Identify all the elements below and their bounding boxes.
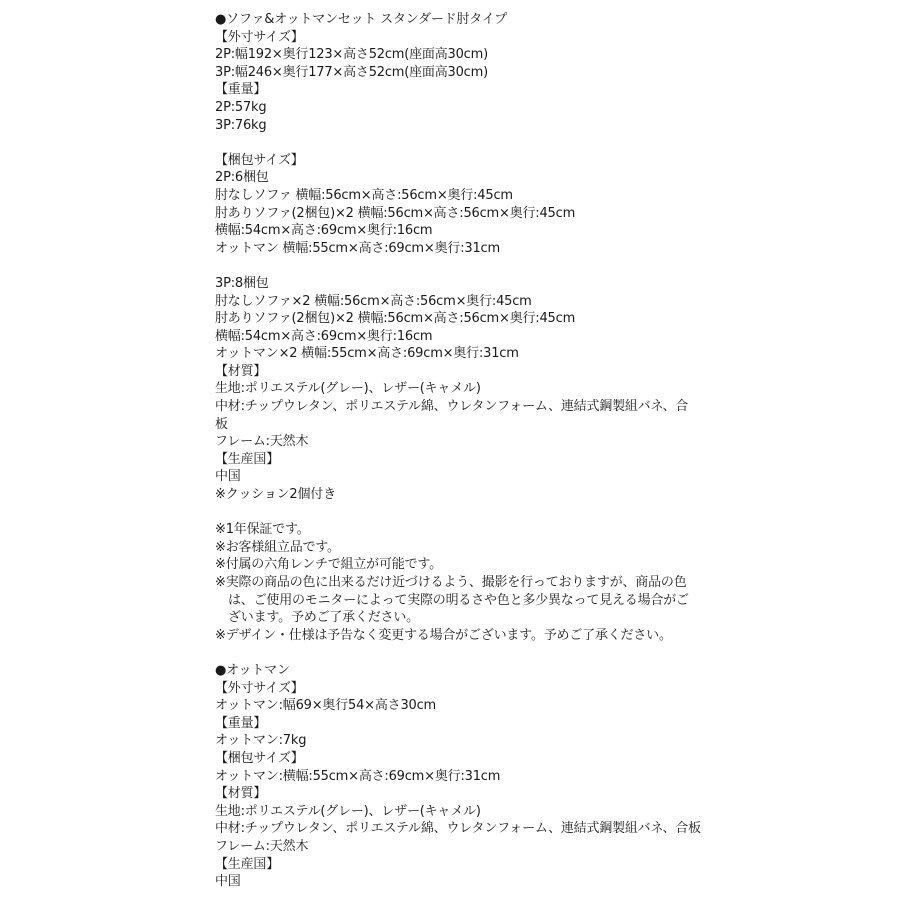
set-package-3p-count: 3P:8梱包 bbox=[215, 275, 269, 291]
note-warranty: ※1年保証です。 bbox=[215, 522, 310, 538]
set-package-2p-armed-2: 横幅:54cm×高さ:69cm×奥行:16cm bbox=[215, 223, 433, 239]
set-outer-size-2p: 2P:幅192×奥行123×高さ52cm(座面高30cm) bbox=[215, 47, 488, 63]
ottoman-origin-value: 中国 bbox=[215, 874, 241, 890]
ottoman-origin-heading: 【生産国】 bbox=[215, 856, 280, 872]
set-material-heading: 【材質】 bbox=[215, 363, 267, 379]
ottoman-outer-size-heading: 【外寸サイズ】 bbox=[215, 680, 304, 696]
set-outer-size-heading: 【外寸サイズ】 bbox=[215, 29, 304, 45]
set-package-3p-ottoman: オットマン×2 横幅:55cm×高さ:69cm×奥行:31cm bbox=[215, 346, 519, 362]
note-color-disclaimer: ※実際の商品の色に出来るだけ近づけるよう、撮影を行っておりますが、商品の色は、ご使用のモニターによって実際の明るさや色と多少異なって見える場合がございます。予めご了承ください。 bbox=[215, 575, 689, 626]
set-outer-size-3p: 3P:幅246×奥行177×高さ52cm(座面高30cm) bbox=[215, 64, 488, 80]
set-package-heading: 【梱包サイズ】 bbox=[215, 152, 304, 168]
note-design-change: ※デザイン・仕様は予告なく変更する場合がございます。予めご了承ください。 bbox=[215, 627, 672, 643]
set-material-filling-cont: 板 bbox=[215, 416, 228, 432]
set-material-filling: 中材:チップウレタン、ポリエステル綿、ウレタンフォーム、連結式鋼製組バネ、合 bbox=[215, 399, 689, 415]
set-package-3p-armless: 肘なしソファ×2 横幅:56cm×高さ:56cm×奥行:45cm bbox=[215, 293, 532, 309]
ottoman-material-heading: 【材質】 bbox=[215, 786, 267, 802]
set-weight-3p: 3P:76kg bbox=[215, 117, 267, 133]
set-material-fabric: 生地:ポリエステル(グレー)、レザー(キャメル) bbox=[215, 381, 481, 397]
ottoman-weight-heading: 【重量】 bbox=[215, 715, 267, 731]
ottoman-outer-size-value: オットマン:幅69×奥行54×高さ30cm bbox=[215, 698, 437, 714]
ottoman-material-frame: フレーム:天然木 bbox=[215, 838, 309, 854]
ottoman-package-value: オットマン:横幅:55cm×高さ:69cm×奥行:31cm bbox=[215, 768, 501, 784]
set-cushion-note: ※クッション2個付き bbox=[215, 487, 336, 503]
note-assembly: ※お客様組立品です。 bbox=[215, 539, 340, 555]
set-origin-heading: 【生産国】 bbox=[215, 451, 280, 467]
ottoman-material-filling: 中材:チップウレタン、ポリエステル綿、ウレタンフォーム、連結式鋼製組バネ、合板 bbox=[215, 821, 701, 837]
set-package-2p-armed: 肘ありソファ(2梱包)×2 横幅:56cm×高さ:56cm×奥行:45cm bbox=[215, 205, 576, 221]
set-package-2p-ottoman: オットマン 横幅:55cm×高さ:69cm×奥行:31cm bbox=[215, 240, 500, 256]
spacer bbox=[215, 504, 695, 522]
ottoman-material-fabric: 生地:ポリエステル(グレー)、レザー(キャメル) bbox=[215, 803, 481, 819]
set-package-2p-count: 2P:6梱包 bbox=[215, 170, 269, 186]
set-material-frame: フレーム:天然木 bbox=[215, 434, 309, 450]
set-package-3p-armed: 肘ありソファ(2梱包)×2 横幅:56cm×高さ:56cm×奥行:45cm bbox=[215, 311, 576, 327]
set-package-3p-armed-2: 横幅:54cm×高さ:69cm×奥行:16cm bbox=[215, 328, 433, 344]
ottoman-package-heading: 【梱包サイズ】 bbox=[215, 750, 304, 766]
set-weight-heading: 【重量】 bbox=[215, 82, 267, 98]
spacer bbox=[215, 644, 695, 662]
set-title: ●ソファ&オットマンセット スタンダード肘タイプ bbox=[215, 12, 507, 27]
spacer bbox=[215, 257, 695, 275]
ottoman-weight-value: オットマン:7kg bbox=[215, 733, 307, 749]
set-origin-value: 中国 bbox=[215, 469, 241, 485]
set-weight-2p: 2P:57kg bbox=[215, 99, 267, 115]
note-hex-wrench: ※付属の六角レンチで組立が可能です。 bbox=[215, 557, 442, 573]
spacer bbox=[215, 134, 695, 152]
set-package-2p-armless: 肘なしソファ 横幅:56cm×高さ:56cm×奥行:45cm bbox=[215, 187, 513, 203]
product-spec-document bbox=[215, 11, 701, 891]
ottoman-title: ●オットマン bbox=[215, 662, 290, 678]
